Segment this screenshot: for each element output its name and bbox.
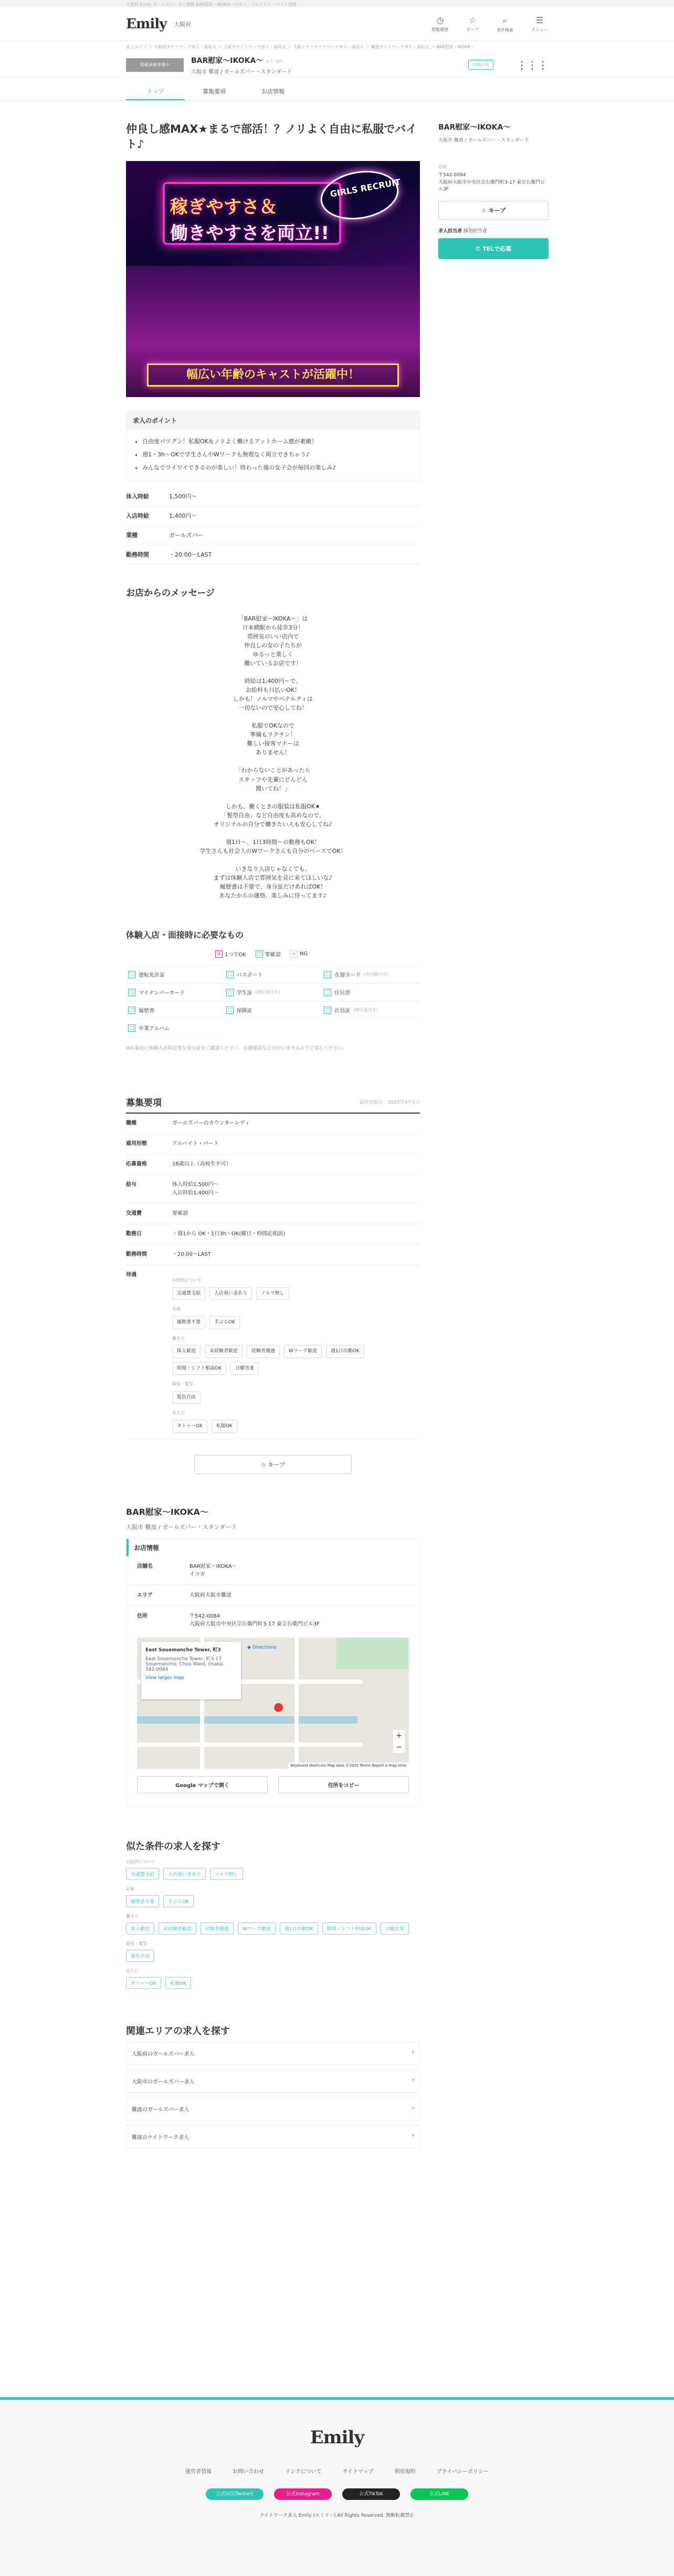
header-icon-label: キープ — [466, 27, 479, 32]
message-title: お店からのメッセージ — [126, 587, 215, 598]
side-keep-button[interactable]: ☆ キープ — [438, 201, 549, 220]
copy-address-button[interactable]: 住所をコピー — [278, 1776, 409, 1793]
condition-tag: 週1日出勤OK — [326, 1345, 364, 1358]
tag-group-label: 見た目 — [126, 1968, 139, 1973]
keep-button[interactable]: ☆ キープ — [194, 1455, 352, 1474]
hero-bottom-text: 幅広い年齢のキャストが活躍中！ — [147, 364, 399, 387]
perk-groups — [172, 1271, 420, 1433]
tag-list — [126, 1868, 420, 1880]
doc-label: 在留カード — [334, 972, 361, 979]
needs-doc-item — [224, 966, 322, 984]
copyright: ナイトワーク求人 Emily (エミリー) All Rights Reserved. 無断転載禁止 — [259, 2513, 415, 2518]
needs-doc-item — [126, 966, 224, 984]
header-star-button[interactable] — [466, 15, 479, 33]
related-label: 大阪府のガールズバー求人 — [132, 2051, 195, 2057]
side-keep-label: キープ — [488, 207, 506, 214]
tag-group-label: 服装・髪型 — [126, 1941, 147, 1946]
doc-annotation: (顔写真付き) — [255, 990, 280, 995]
condition-tag[interactable]: 交通費支給 — [126, 1868, 159, 1880]
menu-icon: ☰ — [535, 15, 544, 25]
points-box — [126, 411, 420, 480]
tel-apply-button[interactable] — [438, 238, 549, 259]
tag-list — [172, 1287, 420, 1300]
tag-group-label: 応募 — [126, 1886, 134, 1891]
info-key: 店舗名 — [137, 1563, 153, 1569]
shop-info-heading: お店情報 — [127, 1539, 419, 1556]
tag-group-label: 見た目 — [172, 1410, 185, 1416]
phone-icon: ✆ — [475, 245, 481, 252]
doc-annotation: (顔写真付き) — [353, 1008, 378, 1013]
recruit-row — [126, 1114, 420, 1134]
side-address: 〒542-0084 大阪府大阪市中央区宗右衛門町3-17 東宗右衛門ビル3F — [438, 173, 545, 192]
legend-label: 1つでOK — [225, 952, 246, 958]
recruit-row — [126, 1245, 420, 1265]
condition-tag: Wワーク歓迎 — [284, 1345, 322, 1358]
tab-top[interactable]: トップ — [126, 80, 185, 100]
shop-header — [0, 54, 674, 77]
map-card-address: East Souemoncho Tower, 町3-17 Souemoncho, Chuo Ward, Osaka, 542-0084 — [145, 1656, 224, 1672]
shop-info-box — [126, 1538, 420, 1805]
page-title: 仲良し感MAX★まるで部活！？ノリよく自由に私服でバイト♪ — [126, 123, 417, 151]
related-link[interactable] — [126, 2041, 420, 2065]
info-key: 住所 — [137, 1613, 148, 1619]
header-search-button[interactable] — [497, 15, 513, 33]
recruit-key: 勤務時間 — [126, 1252, 147, 1258]
history-icon: ◷ — [436, 15, 444, 25]
perks-row — [126, 1265, 420, 1439]
doc-label: 住民票 — [334, 990, 351, 997]
map-river — [137, 1716, 357, 1724]
point-item: • 自由度バツグン！私服OK＆ノリよく働けるアットホーム感が素敵！ — [142, 435, 404, 448]
condition-tag[interactable]: 私服OK — [165, 1977, 191, 1989]
similar-groups — [126, 1859, 420, 1989]
recruit-value: ・週1から OK・1日3h〜OK(曜日・時間応相談) — [172, 1231, 286, 1237]
condition-tag[interactable]: 週1日出勤OK — [280, 1922, 318, 1934]
search-icon: ⌕ — [502, 15, 508, 25]
recruit-value: 体入時給1,500円〜 入店時給1,400円〜 — [172, 1182, 219, 1196]
condition-tag[interactable]: 日曜営業 — [381, 1922, 409, 1934]
tag-group-label: 働き方 — [172, 1335, 185, 1341]
header-history-button[interactable] — [431, 15, 448, 33]
summary-key: 体入時給 — [126, 493, 149, 500]
contact-value: 採用担当者 — [463, 228, 487, 234]
open-google-map-button[interactable]: Google マップで開く — [137, 1776, 268, 1793]
related-link[interactable] — [126, 2069, 420, 2093]
recruit-row — [126, 1155, 420, 1175]
info-value: 大阪府大阪市難波 — [189, 1592, 231, 1598]
summary-table — [126, 487, 420, 564]
tag-list — [126, 1895, 420, 1907]
tag-list — [126, 1922, 420, 1934]
doc-label: 運転免許証 — [139, 972, 165, 979]
recruit-key: 交通費 — [126, 1211, 142, 1217]
recruit-value: 18歳以上（高校生不可） — [172, 1161, 231, 1168]
condition-tag[interactable]: 髪色自由 — [126, 1950, 154, 1962]
recruit-row — [126, 1134, 420, 1155]
sidebar — [438, 122, 549, 259]
condition-tag: 手ぶらOK — [209, 1316, 240, 1329]
summary-value: ガールズバー — [169, 531, 204, 539]
condition-tag: 経験者優遇 — [247, 1345, 280, 1358]
related-title: 関連エリアの求人を探す — [126, 2025, 230, 2037]
star-icon: ☆ — [469, 15, 477, 25]
footer-links — [0, 2467, 674, 2475]
area-label[interactable]: 大阪府 — [174, 20, 192, 28]
condition-tag: 髪色自由 — [172, 1391, 201, 1404]
recruit-value: ・20:00〜LAST — [172, 1252, 211, 1258]
condition-tag[interactable]: ノルマ無し — [210, 1868, 243, 1880]
hero-tag: GIRLS RECRUIT — [329, 177, 402, 199]
recruit-value: ガールズバーのカウンターレディ — [172, 1120, 250, 1127]
shop-category: 大阪市 難波 / ガールズバー・スタンダード — [191, 69, 292, 75]
needs-doc-item — [322, 1001, 420, 1019]
site-footer — [0, 2397, 674, 2576]
info-key: エリア — [137, 1592, 153, 1598]
related-label: 難波のガールズバー求人 — [132, 2107, 189, 2113]
check-mark-icon: □ — [324, 1007, 331, 1014]
footer-link[interactable]: 利用規約 — [394, 2469, 416, 2475]
map-park — [336, 1638, 409, 1669]
condition-tag: タトゥーOK — [172, 1420, 207, 1433]
tab-shop-info[interactable]: お店情報 — [261, 88, 285, 95]
doc-label: 学生証 — [236, 990, 252, 997]
chevron-right-icon: › — [412, 2077, 414, 2083]
summary-value: 1,500円〜 — [169, 493, 197, 500]
keep-label: キープ — [268, 1461, 285, 1468]
needs-doc-item — [224, 1001, 322, 1019]
tag-list — [126, 1977, 420, 1989]
points-heading: 求人のポイント — [127, 411, 419, 430]
sns-button[interactable]: 公式TikTok — [342, 2488, 400, 2500]
footer-link[interactable]: お問い合わせ — [232, 2469, 264, 2475]
header-icon-label: 条件検索 — [497, 27, 513, 33]
hero-line2: 働きやすさを両立!! — [170, 222, 330, 244]
map-directions[interactable]: ◆ Directions — [247, 1644, 277, 1650]
recruit-row — [126, 1204, 420, 1224]
check-mark-icon: □ — [128, 989, 135, 996]
footer-link[interactable]: プライバシーポリシー — [436, 2469, 489, 2475]
tag-group-label: お給料について — [172, 1278, 202, 1283]
summary-key: 勤務時間 — [126, 551, 149, 558]
point-item: • みんなでワイワイできるのが楽しい！終わった後の女子会が毎回の楽しみ♪ — [142, 461, 404, 474]
summary-key: 業種 — [126, 531, 138, 539]
doc-label: 卒業アルバム — [139, 1026, 170, 1032]
needs-doc-item — [224, 984, 322, 1001]
tag-list — [172, 1345, 420, 1375]
top-notice: 大阪府 Emily ガールズバー求人情報 BAR慰家〜IKOKA〜の求人・アルバイト・バイト情報 — [0, 0, 674, 7]
recruit-row — [126, 1175, 420, 1204]
grid-menu-icon[interactable]: ⋮⋮⋮ — [517, 58, 548, 71]
daily-pay-badge: 日払い可 — [468, 60, 493, 70]
check-mark-icon: □ — [226, 971, 234, 978]
tel-label: TELで応募 — [482, 245, 512, 252]
recruit-date: 最終更新日：2025年4月1日 — [359, 1100, 420, 1106]
shop-tabs — [0, 80, 674, 101]
side-address-label: 住所 — [438, 165, 447, 169]
main-content — [126, 122, 420, 2149]
legend-label: NG — [299, 951, 308, 957]
summary-key: 入店時給 — [126, 512, 149, 519]
check-mark-icon: □ — [128, 971, 135, 978]
condition-tag[interactable]: 未経験者歓迎 — [159, 1922, 196, 1934]
header-icons — [431, 15, 548, 33]
needs-doc-item — [322, 984, 420, 1001]
recruit-value: 要確認 — [172, 1211, 188, 1217]
summary-value: 1,400円〜 — [169, 512, 197, 519]
map-card-title: East Souemoncho Tower, 町3 — [145, 1647, 221, 1653]
header-menu-button[interactable] — [531, 15, 548, 33]
map-road — [294, 1638, 299, 1769]
condition-tag: 履歴書不要 — [172, 1316, 205, 1329]
needs-doc-item — [126, 1019, 224, 1037]
needs-note: ※応募前に体験入店時必要な身分証をご確認ください。在籍確認などは行いませんのでご安心ください。 — [126, 1046, 347, 1052]
doc-label: パスポート — [236, 972, 263, 979]
google-map[interactable] — [137, 1638, 409, 1769]
shop-name: BAR慰家〜IKOKA〜 — [191, 56, 264, 65]
sns-button[interactable]: 公式Instagram — [274, 2488, 332, 2500]
tag-list — [172, 1316, 420, 1329]
condition-tag[interactable]: 体入歓迎 — [126, 1922, 154, 1934]
legend-mark: ◎ — [215, 950, 223, 958]
map-zoom[interactable]: + − — [393, 1730, 405, 1753]
recruit-title: 募集要項 — [126, 1098, 162, 1109]
recruit-table — [126, 1114, 420, 1265]
doc-label: 社員証 — [334, 1008, 351, 1014]
related-label: 大阪市のガールズバー求人 — [132, 2079, 195, 2085]
check-mark-icon: □ — [128, 1024, 135, 1032]
check-mark-icon: □ — [324, 989, 331, 996]
recruit-key: 勤務日 — [126, 1231, 142, 1237]
map-larger-link[interactable]: View larger map — [145, 1675, 184, 1681]
related-list — [126, 2041, 420, 2149]
similar-title: 似た条件の求人を探す — [126, 1841, 220, 1852]
recruit-key: 雇用形態 — [126, 1141, 147, 1147]
summary-value: ・20:00〜LAST — [169, 551, 212, 558]
check-mark-icon: □ — [128, 1007, 135, 1014]
condition-tag: 私服OK — [212, 1420, 237, 1433]
footer-link[interactable]: サイトマップ — [342, 2469, 374, 2475]
footer-link[interactable]: リンクについて — [285, 2469, 322, 2475]
chevron-right-icon: › — [412, 2132, 414, 2139]
needs-doc-item — [126, 984, 224, 1001]
tag-group-label: 働き方 — [126, 1914, 139, 1919]
sns-button[interactable]: 公式LINE — [410, 2488, 468, 2500]
hero-image — [126, 161, 420, 397]
condition-tag[interactable]: Wワーク歓迎 — [238, 1922, 276, 1934]
tag-group-label: 応募 — [172, 1307, 181, 1312]
needs-title: 体験入店・面接時に必要なもの — [126, 930, 244, 940]
doc-label: マイナンバーカード — [139, 990, 185, 997]
legend-label: 要確認 — [265, 952, 281, 958]
perks-label: 待遇 — [126, 1272, 136, 1278]
recruit-value: アルバイト・パート — [172, 1141, 219, 1147]
recruit-key: 応募資格 — [126, 1161, 147, 1168]
footer-link[interactable]: 運営者情報 — [185, 2469, 212, 2475]
condition-tag: 未経験者歓迎 — [205, 1345, 243, 1358]
related-link[interactable] — [126, 2097, 420, 2121]
related-link[interactable] — [126, 2125, 420, 2149]
recruit-key: 給与 — [126, 1182, 136, 1188]
contact-label: 求人担当者 — [438, 228, 462, 234]
chevron-right-icon: › — [412, 2104, 414, 2111]
shop-thumbnail: 掲載画像準備中 — [126, 58, 184, 72]
recruit-key: 職種 — [126, 1120, 136, 1127]
sns-button[interactable]: 公式X(旧Twitter) — [206, 2488, 264, 2500]
doc-label: 保険証 — [236, 1008, 252, 1014]
tag-list — [172, 1391, 420, 1404]
map-directions-label: Directions — [252, 1644, 277, 1650]
tag-group-label: 服装・髪型 — [172, 1382, 193, 1387]
side-shop-sub: 大阪市 難波 / ガールズバー・スタンダード — [438, 138, 529, 143]
check-mark-icon: □ — [324, 971, 331, 978]
doc-label: 履歴書 — [139, 1008, 154, 1014]
legend-mark: □ — [256, 950, 263, 958]
condition-tag: 交通費支給 — [172, 1287, 205, 1300]
legend-mark: × — [290, 950, 298, 958]
site-logo[interactable]: Emily — [126, 16, 167, 32]
needs-doc-item — [126, 1001, 224, 1019]
map-info-card — [141, 1642, 241, 1699]
keep-count: ｷｰﾌﾟ 0件 — [266, 59, 283, 64]
tab-recruit[interactable]: 募集要項 — [203, 88, 226, 95]
condition-tag[interactable]: 手ぶらOK — [163, 1895, 194, 1907]
condition-tag: 日曜営業 — [230, 1362, 259, 1375]
condition-tag: 体入歓迎 — [172, 1345, 201, 1358]
condition-tag: 入店祝い金あり — [209, 1287, 252, 1300]
point-item: • 週1・3h〜OKで学生さんやWワークも無理なく両立できちゃう♪ — [142, 448, 404, 461]
info-value: BAR慰家〜IKOKA〜 イコカ — [189, 1563, 237, 1577]
map-pin-icon: ● — [273, 1700, 284, 1714]
info-value: 〒542-0084 大阪府大阪市中央区宗右衛門町3-17 東宗右衛門ビル3F — [189, 1613, 320, 1627]
condition-tag[interactable]: タトゥーOK — [126, 1977, 161, 1989]
side-shop-name: BAR慰家〜IKOKA〜 — [438, 123, 511, 132]
check-mark-icon: □ — [226, 989, 234, 996]
tag-list — [172, 1420, 420, 1433]
site-header — [0, 7, 674, 41]
chevron-right-icon: › — [412, 2049, 414, 2055]
check-mark-icon: □ — [226, 1007, 234, 1014]
footer-logo[interactable]: Emily — [310, 2427, 364, 2448]
header-icon-label: 閲覧履歴 — [431, 27, 449, 32]
condition-tag[interactable]: 履歴書不要 — [126, 1895, 159, 1907]
needs-doc-item — [322, 966, 420, 984]
related-label: 難波のナイトワーク求人 — [132, 2134, 189, 2141]
header-icon-label: メニュー — [531, 27, 548, 32]
needs-docs — [126, 965, 420, 1037]
doc-annotation: (外国籍の方) — [364, 972, 388, 977]
hero-line1: 稼ぎやすさ＆ — [170, 196, 277, 218]
sns-links — [0, 2488, 674, 2500]
condition-tag[interactable]: 経験者優遇 — [201, 1922, 234, 1934]
needs-legend — [126, 950, 420, 958]
shop-message: 「BAR慰家〜IKOKA〜」は 日本橋駅から徒歩3分！ 雰囲気のいい店内で 仲良しの女の子たちが ゆるっと楽しく 働いているお店です！ 時給は1,400円〜で、 お給料も日払いOK！ しかも！ノルマやペナルティは 一切ないので安心してね！ 私服でOKなので 準備もラクチン！ 難しい接客マナーは ありません！ 「わからないことがあったら スタッフや先輩にどんどん 聞いてね！」 しかも、働くときの服装は私服OK★ 「髪型自由」など自由度も高めなので、 オリジナルの自分で働きたい人も安心してね♪ 週1日〜、1日3時間〜の勤務もOK！ 学生さんも社会人のWワークさんも自分のペースでOK！ いきなり入店じゃなくても、 まずは体験入店で雰囲気を見に来てほしいな♪ 履歴書は不要で、身分証だけあればOK！ あなたからの連絡、楽しみに待ってます♪ — [199, 615, 346, 900]
map-credit: Keyboard shortcuts Map data ©2025 Terms Report a map error — [288, 1762, 409, 1769]
map-road — [137, 1743, 363, 1747]
condition-tag[interactable]: 入店祝い金あり — [163, 1868, 206, 1880]
shopinfo-name: BAR慰家〜IKOKA〜 — [126, 1506, 208, 1517]
condition-tag: 時間・シフト相談OK — [172, 1362, 226, 1375]
tag-list — [126, 1950, 420, 1962]
condition-tag: ノルマ無し — [256, 1287, 289, 1300]
shopinfo-sub: 大阪市 難波 / ガールズバー・スタンダード — [126, 1523, 237, 1531]
recruit-row — [126, 1224, 420, 1245]
condition-tag[interactable]: 時間・シフト相談OK — [322, 1922, 376, 1934]
breadcrumb: 求人エリア ＞ 大阪府ナイトワーク求人・高収入 ＞ 大阪市ナイトワーク求人・高収入 ＞ 大阪ミナミナイトワーク求人・高収入 ＞ 難波ナイトワーク求人・高収入 ＞ BAR慰家〜IKOKA〜 — [126, 45, 475, 49]
tag-group-label: お給料について — [126, 1859, 155, 1864]
